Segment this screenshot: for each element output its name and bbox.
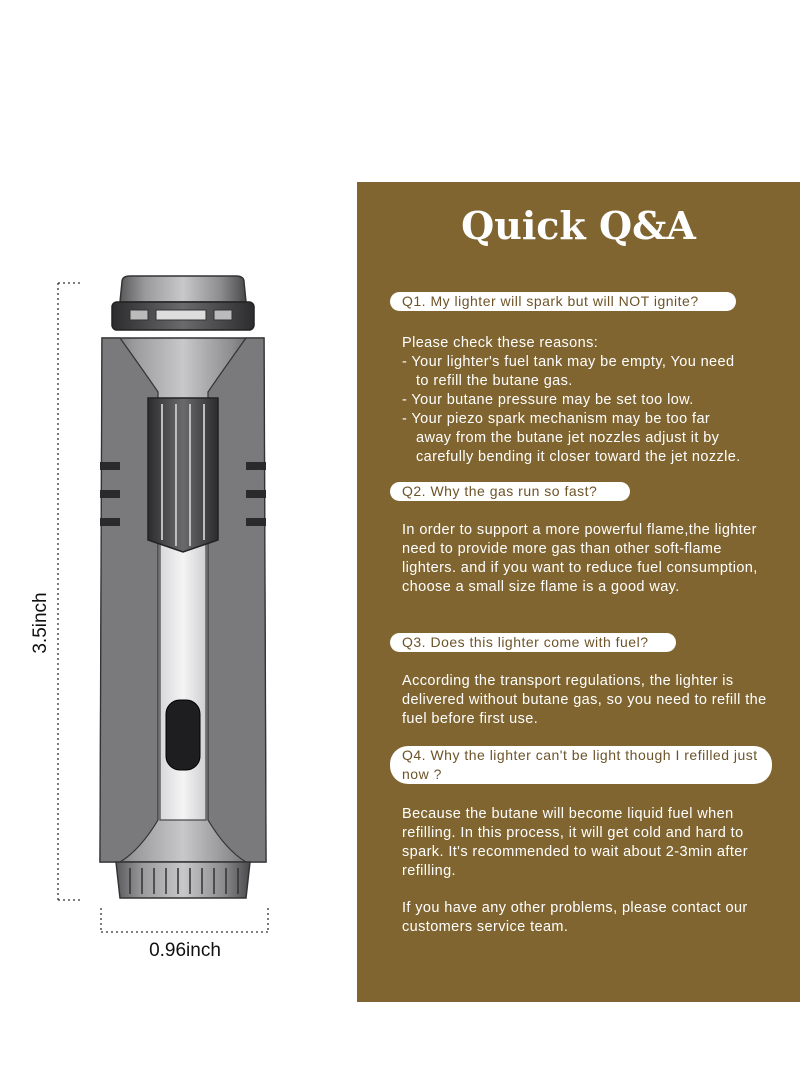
width-dimension-label: 0.96inch: [149, 940, 221, 961]
height-dimension-label: 3.5inch: [30, 592, 51, 654]
lighter-base: [116, 862, 250, 898]
answer-1-line-1b: to refill the butane gas.: [416, 373, 573, 389]
lighter-slider-button: [148, 398, 218, 552]
answer-5: If you have any other problems, please contact our customers service team.: [402, 900, 748, 935]
question-1: Q1. My lighter will spark but will NOT ignite?: [390, 292, 736, 311]
answer-1-line-3b: away from the butane jet nozzles adjust it by: [416, 430, 720, 446]
answer-1-line-1: - Your lighter's fuel tank may be empty, You need: [402, 354, 735, 370]
question-4: Q4. Why the lighter can't be light though I refilled just now ?: [390, 746, 772, 784]
width-dimension-line: [101, 908, 268, 932]
answer-2: In order to support a more powerful flame,the lighter need to provide more gas than other soft-flame lighters. and if you want to reduce fuel consumption, choose a small size flame is a good way.: [402, 522, 758, 595]
answer-4: Because the butane will become liquid fuel when refilling. In this process, it will get cold and hard to spark. It's recommended to wait about 2-3min after refilling.: [402, 806, 748, 879]
fuel-window: [166, 700, 200, 770]
answer-1-line-3c: carefully bending it closer toward the jet nozzle.: [416, 449, 741, 465]
answer-1-intro: Please check these reasons:: [402, 335, 599, 351]
answer-1: [402, 334, 770, 467]
height-dimension-line: [58, 283, 82, 900]
question-3: Q3. Does this lighter come with fuel?: [390, 633, 676, 652]
question-2: Q2. Why the gas run so fast?: [390, 482, 630, 501]
answer-1-line-2: - Your butane pressure may be set too low.: [402, 392, 694, 408]
lighter-top-cap: [112, 276, 254, 330]
answer-1-line-3: - Your piezo spark mechanism may be too far: [402, 411, 711, 427]
answer-3: According the transport regulations, the lighter is delivered without butane gas, so you need to refill the fuel before first use.: [402, 673, 767, 727]
qa-title: Quick Q&A: [461, 203, 696, 248]
